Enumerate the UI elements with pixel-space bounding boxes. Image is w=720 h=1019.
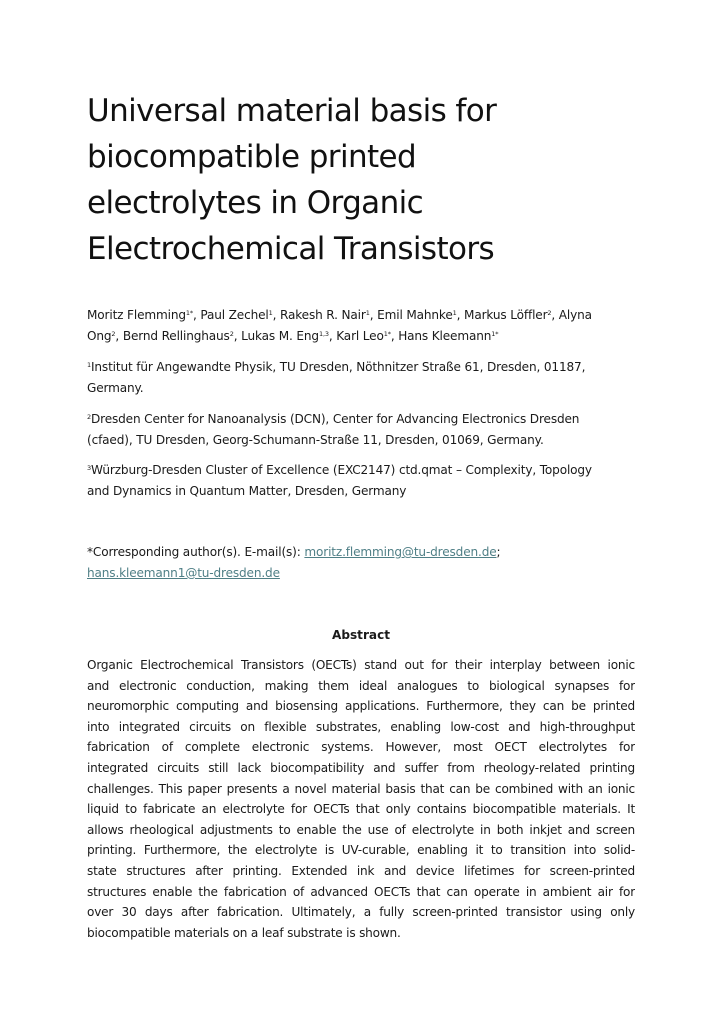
author-name: Hans Kleemann: [398, 329, 492, 343]
affiliation-marker: 3: [87, 464, 91, 472]
abstract-heading: Abstract: [331, 628, 391, 642]
affiliation-marker: 2: [87, 413, 91, 421]
author-name: Rakesh R. Nair: [279, 308, 366, 322]
affiliation-line: [87, 460, 635, 481]
affiliation-3: [87, 460, 635, 502]
abstract-line: allows rheological adjustments to enable the use of electrolyte in both inkjet and screen: [87, 822, 635, 837]
author-name: Bernd Rellinghaus: [122, 329, 230, 343]
affiliation-line: and Dynamics in Quantum Matter, Dresden, Germany: [87, 484, 407, 498]
abstract-line: structures enable the fabrication of advanced OECTs that can operate in ambient air for: [87, 884, 635, 899]
author-name: Moritz Flemming: [87, 308, 186, 322]
affiliation-1: [87, 357, 635, 399]
author-affil-marker: 2: [547, 309, 552, 317]
affiliation-text: Würzburg-Dresden Cluster of Excellence (EXC2147) ctd.qmat – Complexity, Topology: [91, 463, 592, 477]
corresponding-line-2: [87, 563, 635, 584]
affiliation-line: Germany.: [87, 381, 144, 395]
author-list: [87, 305, 635, 347]
affiliation-line: (cfaed), TU Dresden, Georg-Schumann-Straße 11, Dresden, 01069, Germany.: [87, 433, 544, 447]
abstract-line: into integrated circuits on flexible substrates, enabling low-cost and high-throughput: [87, 719, 635, 734]
affiliation-line: [87, 409, 635, 430]
title-line: biocompatible printed: [87, 139, 417, 175]
author-separator: ,: [115, 329, 123, 343]
author-separator: ,: [456, 308, 465, 322]
author-name: Karl Leo: [336, 329, 384, 343]
abstract-line: biocompatible materials on a leaf substrate is shown.: [87, 925, 401, 940]
author-affil-marker: 1*: [185, 309, 193, 317]
title-line: electrolytes in Organic: [87, 185, 424, 221]
author-name: Emil Mahnke: [377, 308, 453, 322]
abstract-line: fabrication of complete electronic systems. However, most OECT electrolytes for: [87, 740, 635, 755]
affiliation-text: Dresden Center for Nanoanalysis (DCN), Center for Advancing Electronics Dresden: [91, 412, 580, 426]
corresponding-line-1: [87, 542, 635, 563]
author-line-1: [87, 305, 635, 326]
author-name: Paul Zechel: [200, 308, 269, 322]
author-affil-marker: 1*: [491, 330, 499, 338]
affiliation-text: Institut für Angewandte Physik, TU Dresden, Nöthnitzer Straße 61, Dresden, 01187,: [91, 360, 586, 374]
abstract-line: liquid to fabricate an electrolyte for OECTs that only contains biocompatible materials. It: [87, 802, 635, 817]
author-line-2: [87, 326, 635, 347]
abstract-line: state structures after printing. Extended ink and device lifetimes for screen-printed: [87, 863, 635, 878]
author-affil-marker: 1: [268, 309, 273, 317]
affiliation-line: [87, 357, 635, 378]
author-name: Alyna: [558, 308, 592, 322]
title-line: Electrochemical Transistors: [87, 231, 495, 267]
title-line: Universal material basis for: [87, 93, 497, 129]
author-affil-marker: 2: [111, 330, 116, 338]
author-affil-marker: 1: [365, 309, 370, 317]
author-separator: ,: [551, 308, 559, 322]
author-name: Markus Löffler: [464, 308, 548, 322]
author-separator: ,: [192, 308, 201, 322]
author-separator: ,: [390, 329, 399, 343]
author-separator: ,: [328, 329, 337, 343]
author-affil-marker: 1,3: [318, 330, 329, 338]
abstract-line: printing. Furthermore, the electrolyte is UV-curable, enabling it to transition into solid-: [87, 843, 635, 858]
affiliation-marker: 1: [87, 361, 91, 369]
author-separator: ,: [272, 308, 280, 322]
corresponding-prefix: *Corresponding author(s). E-mail(s):: [87, 545, 305, 559]
corresponding-authors: [87, 542, 635, 584]
abstract-line: Organic Electrochemical Transistors (OECTs) stand out for their interplay between ionic: [87, 658, 635, 672]
abstract-line: challenges. This paper presents a novel material basis that can be combined with an ionic: [87, 781, 635, 796]
affiliation-2: [87, 409, 635, 451]
abstract-line: integrated circuits still lack biocompatibility and suffer from rheology-related printing: [87, 760, 635, 775]
abstract-line: and electronic conduction, making them ideal analogues to biological synapses for: [87, 678, 635, 693]
author-name: Ong: [87, 329, 112, 343]
email-separator: ;: [496, 545, 501, 559]
email-link-flemming[interactable]: moritz.flemming@tu-dresden.de: [304, 545, 497, 559]
abstract-line: over 30 days after fabrication. Ultimately, a fully screen-printed transistor using only: [87, 905, 635, 920]
author-separator: ,: [233, 329, 242, 343]
author-affil-marker: 1: [452, 309, 457, 317]
author-separator: ,: [369, 308, 378, 322]
author-affil-marker: 1*: [383, 330, 391, 338]
author-name: Lukas M. Eng: [241, 329, 319, 343]
author-affil-marker: 2: [229, 330, 234, 338]
email-link-kleemann[interactable]: hans.kleemann1@tu-dresden.de: [87, 566, 280, 580]
paper-title: [87, 88, 635, 272]
abstract-body: [87, 655, 635, 943]
abstract-line: neuromorphic computing and biosensing applications. Furthermore, they can be printed: [87, 699, 635, 714]
